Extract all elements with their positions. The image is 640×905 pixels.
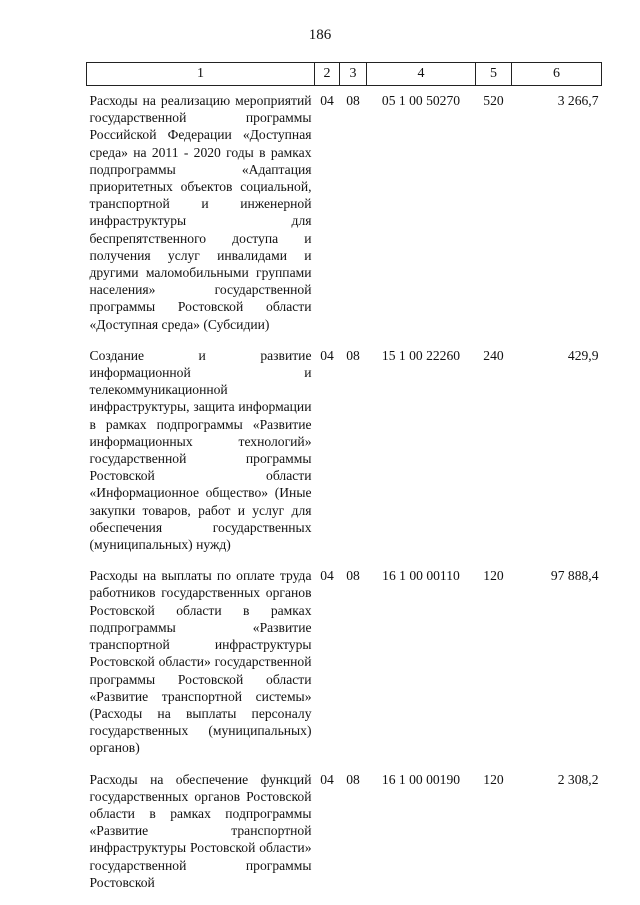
- table-header-row: [87, 63, 602, 86]
- row-expense-type: 240: [483, 347, 504, 363]
- row-expense-type: 120: [483, 771, 504, 787]
- row-target-article: 05 1 00 50270: [381, 93, 461, 108]
- budget-table: [86, 62, 602, 899]
- column-header: 4: [367, 63, 476, 86]
- row-amount: 3 266,7: [557, 93, 599, 108]
- row-description: Создание и развитие информационной и телекоммуникационной инфраструктуры, защита информации в рамках подпрограммы «Развитие информационных технологий» государственной программы Ростовской области «Информационное общество» (Иные закупки товаров, работ и услуг для обеспечения государственных (муниципальных) нужд): [89, 347, 312, 553]
- table-row: [87, 86, 602, 341]
- row-description: Расходы на выплаты по оплате труда работников государственных органов Ростовской области в рамках подпрограммы «Развитие транспортной инфраструктуры Ростовской области» государственной программы Ростовской области «Развитие транспортной системы» (Расходы на выплаты персоналу государственных (муниципальных) органов): [89, 568, 312, 756]
- row-section: 04: [320, 568, 334, 584]
- row-amount: 2 308,2: [557, 771, 599, 787]
- column-header: 6: [512, 63, 602, 86]
- row-section: 04: [320, 347, 334, 363]
- row-section: 04: [320, 93, 334, 108]
- column-header: 1: [87, 63, 315, 86]
- row-expense-type: 520: [483, 93, 504, 108]
- row-target-article: 16 1 00 00110: [382, 568, 460, 584]
- table-row: [87, 341, 602, 561]
- row-subsection: 08: [346, 568, 360, 584]
- row-description: Расходы на реализацию мероприятий государственной программы Российской Федерации «Доступная среда» на 2011 - 2020 годы в рамках подпрограммы «Адаптация приоритетных объектов социальной, транспортной и инженерной инфраструктуры для беспрепятственного доступа и получения услуг инвалидами и другими маломобильными группами населения» государственной программы Ростовской области «Доступная среда» (Субсидии): [89, 93, 312, 332]
- page-number: 186: [308, 27, 332, 43]
- row-description: Расходы на обеспечение функций государственных органов Ростовской области в рамках подпрограммы «Развитие транспортной инфраструктуры Ростовской области» государственной программы Ростовской: [89, 771, 312, 890]
- row-subsection: 08: [346, 93, 360, 108]
- row-subsection: 08: [346, 771, 360, 787]
- column-header: 3: [340, 63, 367, 86]
- column-header: 2: [315, 63, 340, 86]
- column-header: 5: [476, 63, 512, 86]
- row-amount: 429,9: [567, 347, 599, 363]
- row-target-article: 15 1 00 22260: [381, 347, 461, 363]
- table-row: [87, 561, 602, 764]
- row-target-article: 16 1 00 00190: [381, 771, 461, 787]
- table-row: [87, 765, 602, 899]
- row-amount: 97 888,4: [550, 568, 599, 584]
- row-section: 04: [320, 771, 334, 787]
- row-expense-type: 120: [483, 568, 504, 584]
- row-subsection: 08: [346, 347, 360, 363]
